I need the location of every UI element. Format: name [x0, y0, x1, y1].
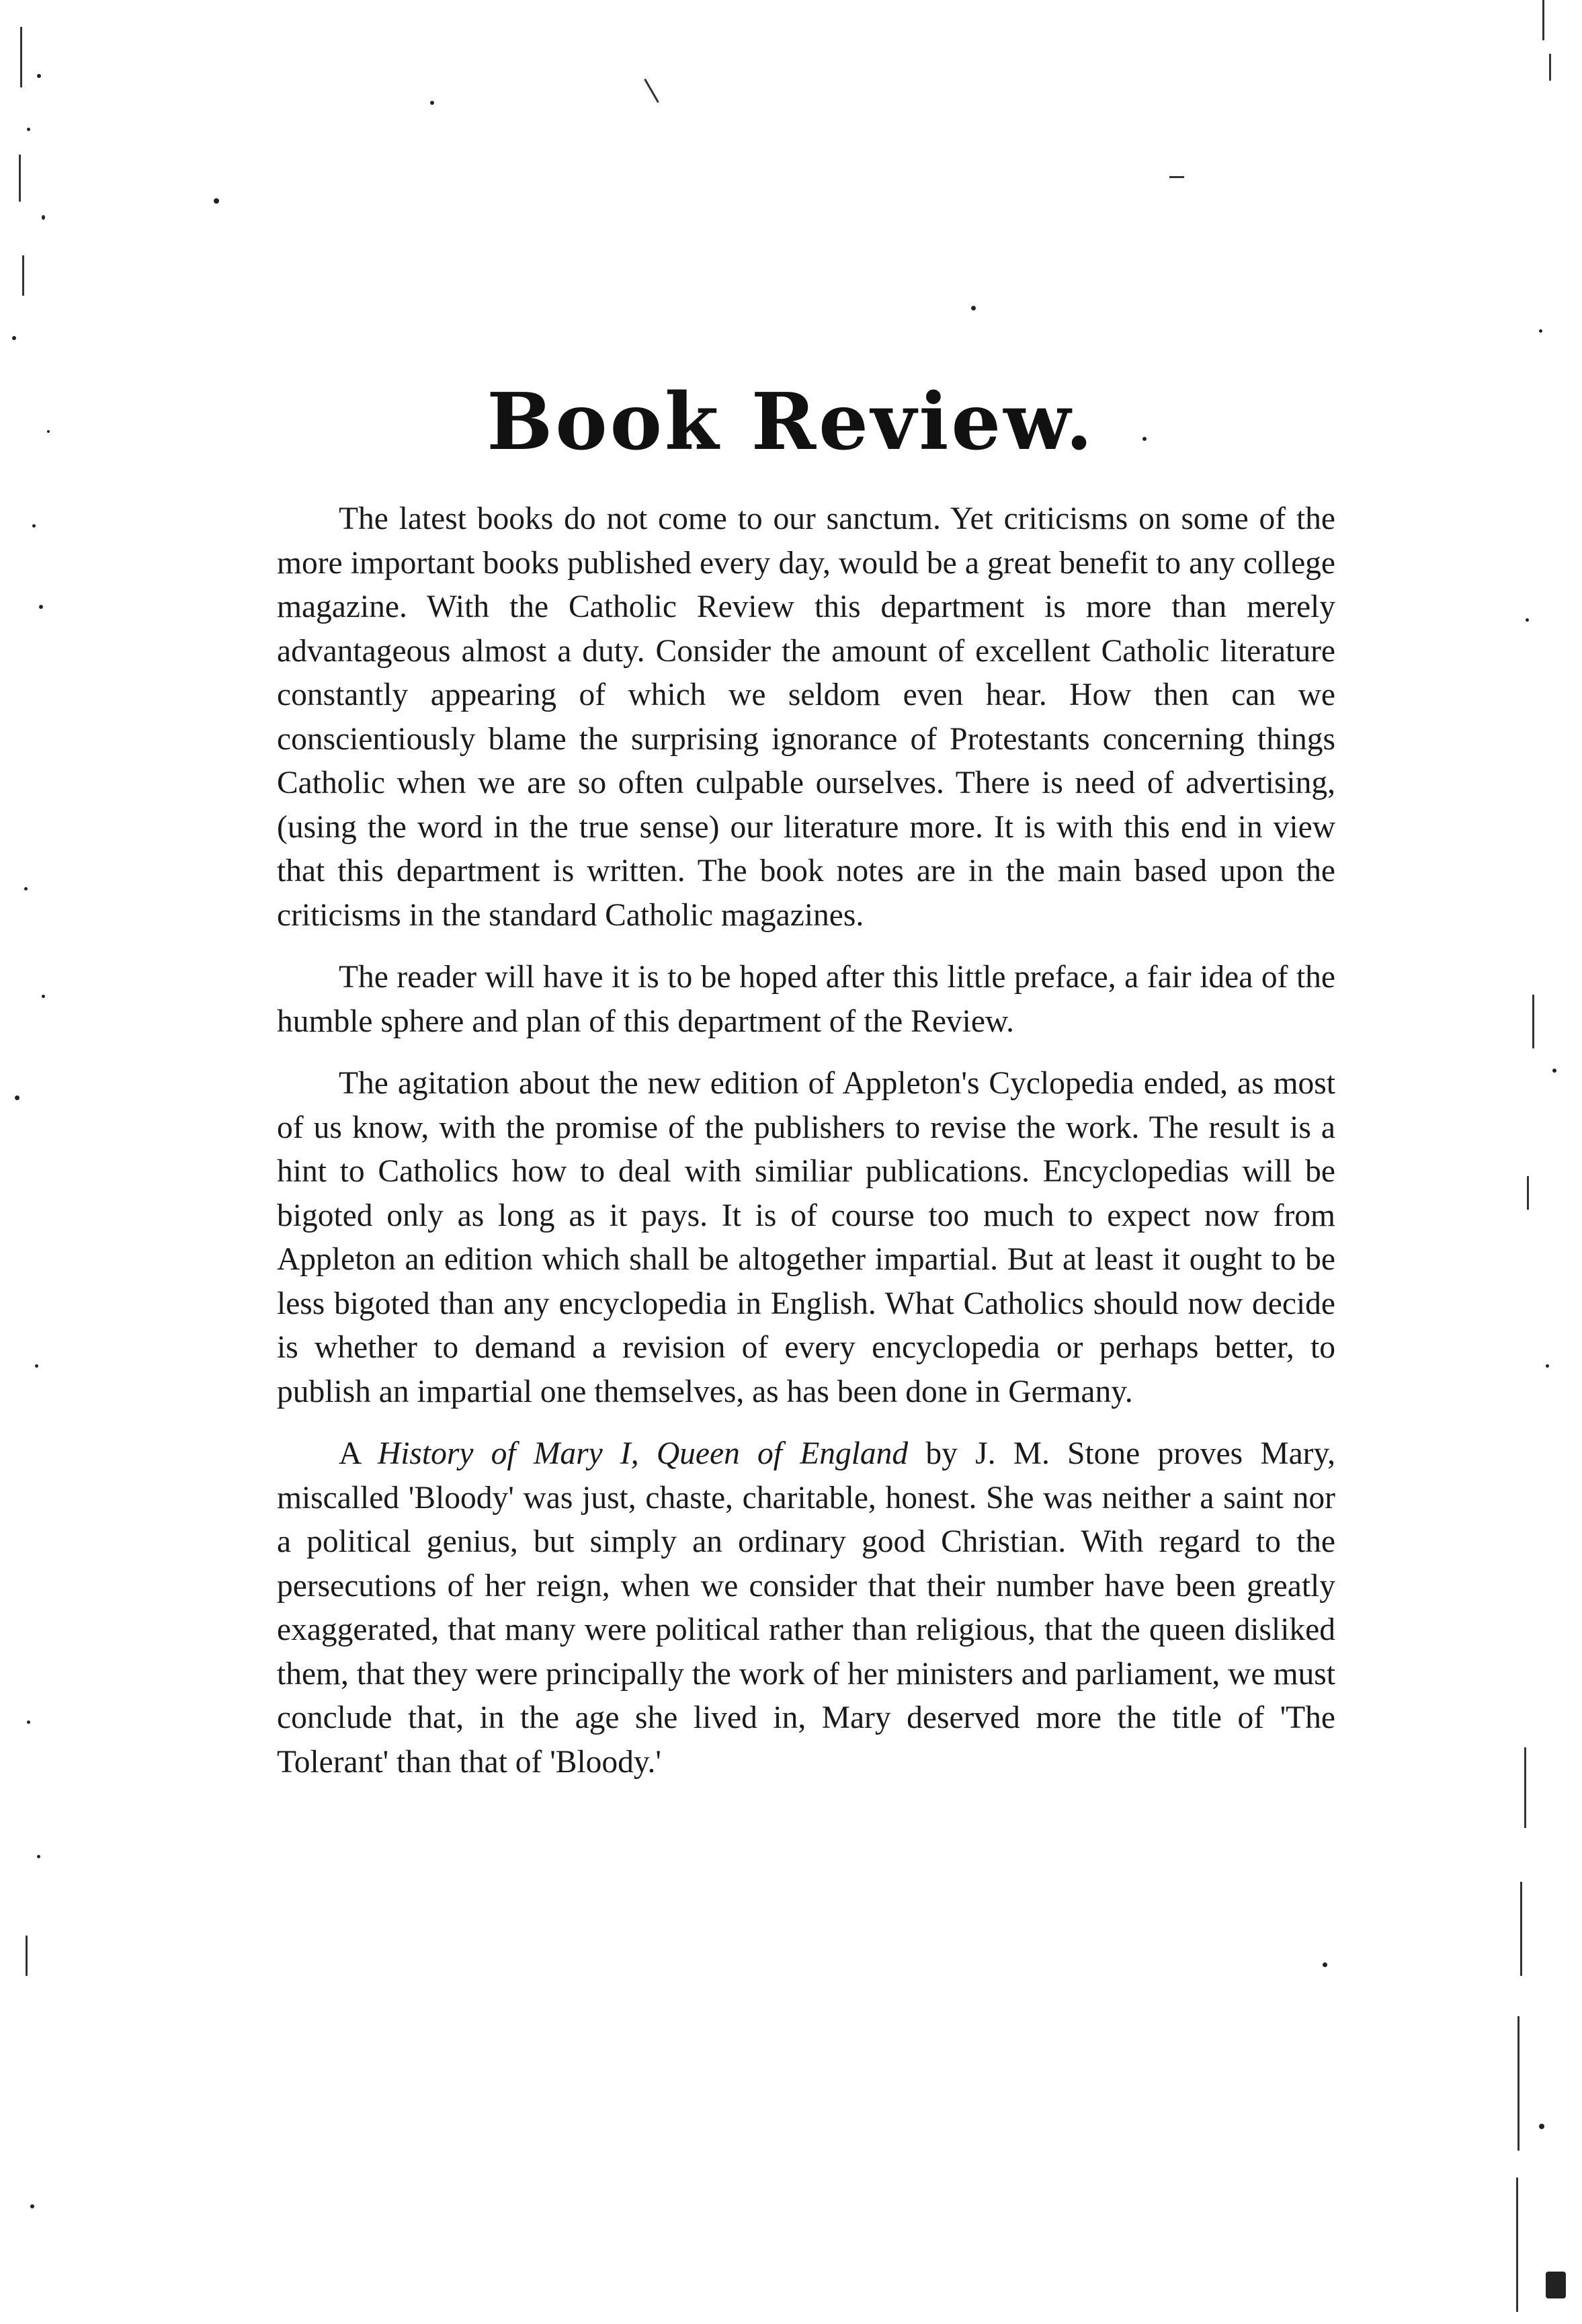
scan-speck	[1546, 2272, 1566, 2298]
scan-speck	[971, 306, 976, 310]
scan-speck	[15, 1095, 19, 1100]
scan-speck	[1526, 618, 1529, 622]
article-body	[277, 497, 1335, 1802]
scan-edge-mark	[1524, 1747, 1526, 1828]
scan-edge-mark	[26, 1936, 28, 1976]
scan-speck	[35, 1364, 38, 1368]
scan-speck	[430, 101, 434, 105]
scan-edge-mark	[1532, 995, 1534, 1048]
scan-speck	[1539, 2124, 1544, 2129]
scan-speck	[214, 198, 219, 204]
paragraph-text: by J. M. Stone proves Mary, miscalled 'Bloody' was just, chaste, charitable, honest. She was neither a saint nor a political genius, but simply an ordinary good Christian. With regard to the persecutions of her reign, when we consider that their number have been greatly exaggerated, that many were political rather than religious, that the queen disliked them, that they were principally the work of her ministers and parliament, we must conclude that, in the age she lived in, Mary deserved more the title of 'The Tolerant' than that of 'Bloody.'	[277, 1436, 1336, 1780]
scan-speck	[27, 1720, 30, 1724]
scan-speck	[37, 1855, 40, 1858]
book-title: History of Mary I, Queen of England	[377, 1436, 909, 1471]
paragraph: The agitation about the new edition of Appleton's Cyclopedia ended, as most of us know, with the promise of the publishers to revise the work. The result is a hint to Catholics how to deal with similiar publications. Encyclopedias will be bigoted only as long as it pays. It is of course too much to expect now from Appleton an edition which shall be altogether impartial. But at least it ought to be less bigoted than any encyclopedia in English. What Catholics should now decide is whether to demand a revision of every encyclopedia or perhaps better, to publish an impartial one themselves, as has been done in Germany.	[277, 1066, 1335, 1409]
scan-edge-mark	[19, 155, 21, 202]
scan-speck	[1323, 1962, 1327, 1967]
paragraph: The reader will have it is to be hoped after this little preface, a fair idea of the humble sphere and plan of this department of the Review.	[277, 960, 1335, 1039]
scan-edge-mark	[1516, 2177, 1518, 2312]
paragraph	[277, 1432, 1335, 1784]
scan-speck	[1546, 1364, 1549, 1368]
scan-edge-mark	[1549, 54, 1551, 81]
scan-edge-mark	[1527, 1176, 1529, 1210]
scan-edge-mark	[1517, 2016, 1519, 2151]
scan-speck	[24, 887, 28, 890]
scan-edge-mark	[1520, 1882, 1522, 1976]
paragraph-lead: A	[339, 1436, 378, 1471]
scan-speck	[1539, 329, 1542, 333]
scan-speck	[42, 995, 45, 998]
page-title: Book Review.	[487, 376, 1095, 468]
scan-edge-mark	[20, 27, 22, 87]
scan-edge-mark	[1542, 0, 1544, 40]
scan-speck	[32, 524, 36, 528]
paragraph: The latest books do not come to our sanctum. Yet criticisms on some of the more important books published every day, would be a great benefit to any college magazine. With the Catholic Review this department is more than merely advantageous almost a duty. Consider the amount of excellent Catholic literature constantly appearing of which we seldom even hear. How then can we conscientiously blame the surprising ignorance of Protestants concerning things Catholic when we are so often culpable ourselves. There is need of advertising, (using the word in the true sense) our literature more. It is with this end in view that this department is written. The book notes are in the main based upon the criticisms in the standard Catholic magazines.	[277, 501, 1335, 933]
scan-speck	[39, 605, 43, 609]
scan-speck	[1552, 1069, 1556, 1073]
scan-speck	[42, 215, 45, 220]
scan-edge-mark	[1169, 176, 1184, 178]
scan-speck	[12, 336, 16, 340]
scan-edge-mark	[22, 255, 24, 296]
scan-edge-mark	[644, 79, 659, 103]
scan-speck	[37, 74, 41, 78]
scan-speck	[27, 128, 30, 131]
scan-speck	[30, 2204, 34, 2208]
